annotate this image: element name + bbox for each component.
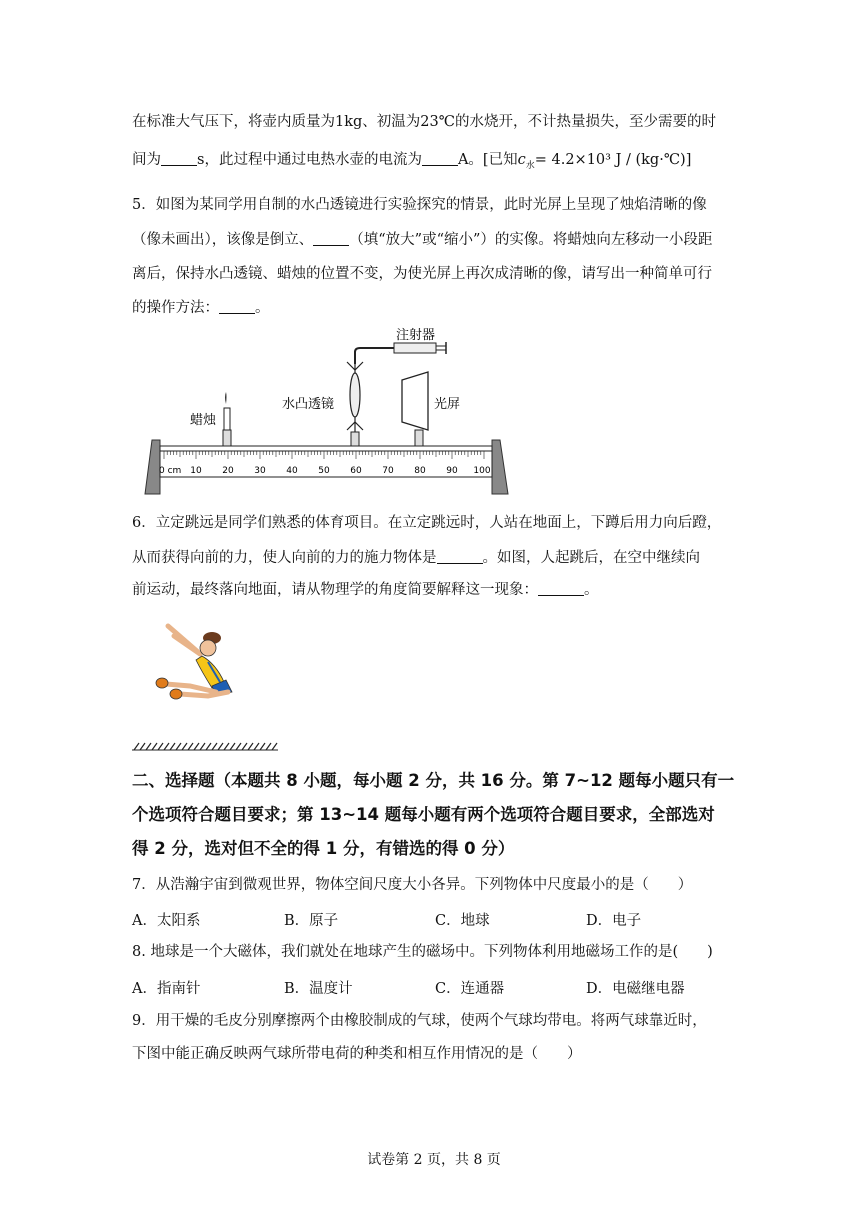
q5-text-d: 。 — [255, 300, 270, 316]
hatch-mark — [218, 743, 223, 750]
screen-label: 光屏 — [434, 397, 461, 412]
q5-text-c: 的操作方法： — [132, 300, 219, 316]
hatch-mark — [188, 743, 193, 750]
bench-right-support — [492, 440, 508, 494]
candle — [223, 392, 231, 446]
q4-blank-current[interactable] — [422, 151, 458, 166]
hatch-mark — [230, 743, 235, 750]
q5-blank-method[interactable] — [219, 299, 255, 314]
q5-text-a: （像未画出），该像是倒立、 — [132, 232, 314, 248]
q5-line3: 离后，保持水凸透镜、蜡烛的位置不变，为使光屏上再次成清晰的像，请写出一种简单可行 — [132, 266, 712, 282]
q6-line3 — [132, 580, 599, 600]
q7-stem: 7．从浩瀚宇宙到微观世界，物体空间尺度大小各异。下列物体中尺度最小的是（ ） — [132, 877, 693, 893]
tick-label-90: 90 — [446, 466, 458, 476]
q5-blank-image[interactable] — [313, 231, 349, 246]
hatch-mark — [254, 743, 259, 750]
hatch-mark — [224, 743, 229, 750]
hatch-mark — [182, 743, 187, 750]
tick-label-10: 10 — [190, 466, 202, 476]
section-2-heading-line2: 个选项符合题目要求；第 13~14 题每小题有两个选项符合题目要求，全部选对 — [132, 805, 715, 824]
scale-unit-label: 0 cm — [159, 466, 182, 476]
q7-option-d[interactable]: D．电子 — [586, 913, 642, 929]
hatch-mark — [158, 743, 163, 750]
q9-line2: 下图中能正确反映两气球所带电荷的种类和相互作用情况的是（ ） — [132, 1046, 582, 1062]
hatch-mark — [260, 743, 265, 750]
tick-label-40: 40 — [286, 466, 298, 476]
q7-option-a[interactable]: A．太阳系 — [132, 913, 201, 929]
syringe-label: 注射器 — [396, 328, 436, 343]
hatch-mark — [266, 743, 271, 750]
lens-label: 水凸透镜 — [282, 397, 335, 412]
q6-text-a: 从而获得向前的力，使人向前的力的施力物体是 — [132, 550, 437, 566]
q6-line2 — [132, 548, 700, 568]
long-jump-athlete-illustration — [150, 620, 260, 710]
hatch-mark — [146, 743, 151, 750]
ground-hatch — [132, 740, 282, 752]
q4-text-b: s，此过程中通过电热水壶的电流为 — [197, 152, 422, 168]
q6-text-d: 。 — [584, 582, 599, 598]
c-value: = 4.2×10³ J / (kg·℃)] — [534, 152, 692, 168]
hatch-mark — [200, 743, 205, 750]
q4-line1: 在标准大气压下，将壶内质量为1kg、初温为23℃的水烧开，不计热量损失，至少需要的时 — [132, 114, 716, 130]
q7-option-c[interactable]: C．地球 — [435, 913, 490, 929]
q6-blank-explain[interactable] — [538, 581, 584, 596]
q4-blank-time[interactable] — [161, 151, 197, 166]
candle-label: 蜡烛 — [190, 413, 217, 428]
syringe — [394, 342, 446, 354]
bench-left-support — [145, 440, 160, 494]
hatch-mark — [242, 743, 247, 750]
c-subscript: 水 — [525, 160, 535, 171]
q9-line1: 9．用干燥的毛皮分别摩擦两个由橡胶制成的气球，使两个气球均带电。将两气球靠近时， — [132, 1013, 707, 1029]
tick-label-20: 20 — [222, 466, 234, 476]
section-2-heading-line3: 得 2 分，选对但不全的得 1 分，有错选的得 0 分） — [132, 839, 515, 858]
hatch-mark — [206, 743, 211, 750]
q4-text-c: A。[已知 — [457, 152, 518, 168]
section-2-heading-line1: 二、选择题（本题共 8 小题，每小题 2 分，共 16 分。第 7~12 题每小题只有一 — [132, 771, 735, 790]
q5-line4 — [132, 298, 270, 318]
hatch-mark — [164, 743, 169, 750]
q8-option-d[interactable]: D．电磁继电器 — [586, 981, 685, 997]
hatch-mark — [194, 743, 199, 750]
q5-line2 — [132, 230, 712, 250]
tick-label-60: 60 — [350, 466, 362, 476]
tick-label-50: 50 — [318, 466, 330, 476]
q6-text-b: 。如图，人起跳后，在空中继续向 — [482, 550, 700, 566]
hatch-mark — [152, 743, 157, 750]
tick-label-100: 100 — [473, 466, 491, 476]
q4-line2 — [132, 150, 691, 176]
c-symbol: c — [517, 152, 526, 168]
q6-blank-force[interactable] — [437, 549, 483, 564]
tick-label-30: 30 — [254, 466, 266, 476]
q8-option-a[interactable]: A．指南针 — [132, 981, 201, 997]
tick-label-70: 70 — [382, 466, 394, 476]
tick-label-80: 80 — [414, 466, 426, 476]
q5-text-b: （填“放大”或“缩小”）的实像。将蜡烛向左移动一小段距 — [349, 232, 713, 248]
q5-line1: 5．如图为某同学用自制的水凸透镜进行实验探究的情景，此时光屏上呈现了烛焰清晰的像 — [132, 197, 707, 213]
hatch-mark — [170, 743, 175, 750]
water-lens — [347, 348, 394, 446]
light-screen — [402, 372, 428, 446]
q8-stem: 8. 地球是一个大磁体，我们就处在地球产生的磁场中。下列物体利用地磁场工作的是( ) — [132, 944, 713, 960]
page-footer: 试卷第 2 页，共 8 页 — [367, 1152, 501, 1168]
optical-bench-figure — [130, 322, 520, 497]
hatch-mark — [212, 743, 217, 750]
hatch-mark — [272, 743, 277, 750]
bench-rail — [160, 446, 492, 451]
hatch-mark — [134, 743, 139, 750]
hatch-mark — [248, 743, 253, 750]
hatch-mark — [236, 743, 241, 750]
q8-option-b[interactable]: B．温度计 — [284, 981, 353, 997]
q6-line1: 6．立定跳远是同学们熟悉的体育项目。在立定跳远时，人站在地面上，下蹲后用力向后蹬， — [132, 515, 722, 531]
q8-option-c[interactable]: C．连通器 — [435, 981, 505, 997]
hatch-mark — [176, 743, 181, 750]
q4-text-a: 间为 — [132, 152, 161, 168]
hatch-mark — [140, 743, 145, 750]
q7-option-b[interactable]: B．原子 — [284, 913, 339, 929]
q6-text-c: 前运动，最终落向地面，请从物理学的角度简要解释这一现象： — [132, 582, 538, 598]
